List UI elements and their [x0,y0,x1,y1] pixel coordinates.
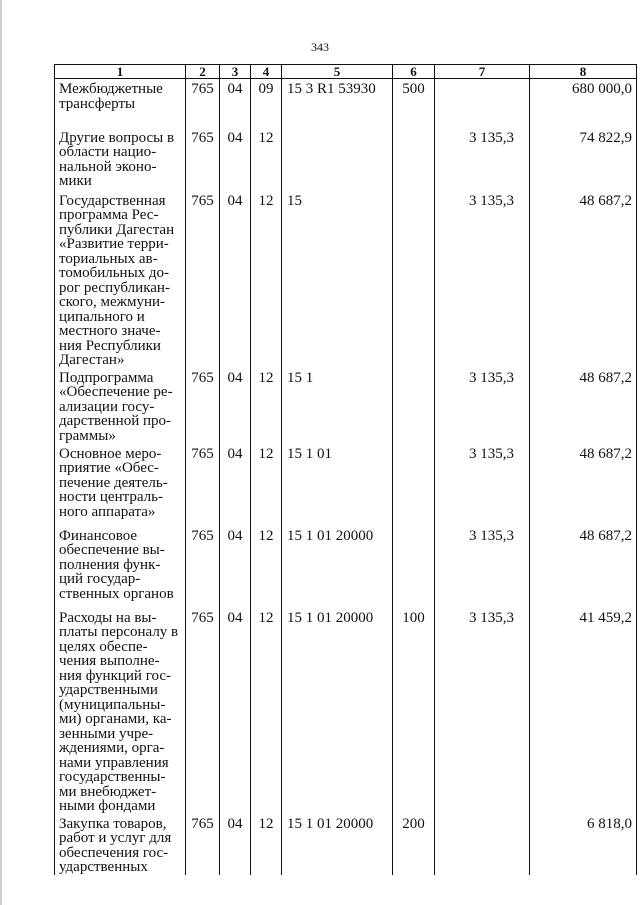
row-name: Межбюджетные трансферты [55,79,186,128]
cell-c3: 04 [220,814,251,875]
budget-table [54,64,637,875]
cell-c6: 200 [393,814,435,875]
row-name: Другие вопросы в области нацио-нальной эконо-мики [55,128,186,191]
cell-c2: 765 [186,526,220,608]
col-header: 5 [282,65,393,79]
col-header: 8 [530,65,637,79]
table-row [55,814,637,875]
cell-c8: 48 687,2 [530,526,637,608]
col-header: 4 [251,65,282,79]
cell-c4: 12 [251,444,282,526]
cell-c7: 3 135,3 [435,526,530,608]
header-row [55,65,637,79]
table-row [55,608,637,814]
cell-c7: 3 135,3 [435,191,530,368]
cell-c4: 12 [251,368,282,444]
cell-c5: 15 3 R1 53930 [282,79,393,128]
table-row [55,191,637,368]
cell-c7 [435,79,530,128]
cell-c6 [393,191,435,368]
cell-c6: 500 [393,79,435,128]
row-name: Подпрограмма «Обеспечение ре-ализации госу-дарственной про-граммы» [55,368,186,444]
cell-c2: 765 [186,814,220,875]
cell-c7: 3 135,3 [435,368,530,444]
row-name: Финансовое обеспечение вы-полнения функ-ций государ-ственных органов [55,526,186,608]
cell-c2: 765 [186,79,220,128]
table-row [55,128,637,191]
cell-c3: 04 [220,128,251,191]
cell-c8: 6 818,0 [530,814,637,875]
cell-c2: 765 [186,444,220,526]
cell-c5: 15 [282,191,393,368]
cell-c2: 765 [186,128,220,191]
cell-c4: 12 [251,128,282,191]
cell-c8: 48 687,2 [530,368,637,444]
cell-c5: 15 1 [282,368,393,444]
cell-c7: 3 135,3 [435,128,530,191]
col-header: 1 [55,65,186,79]
cell-c5: 15 1 01 20000 [282,608,393,814]
row-name: Расходы на вы-платы персоналу в целях обеспе-чения выполне-ния функций гос-ударственными (муниципальны-ми) органами, ка-зенными учре-ждениями, орга-нами управления государственны-ми внебюджет-ными фондами [55,608,186,814]
cell-c6 [393,368,435,444]
cell-c5: 15 1 01 [282,444,393,526]
cell-c4: 09 [251,79,282,128]
cell-c5: 15 1 01 20000 [282,526,393,608]
cell-c5 [282,128,393,191]
cell-c6 [393,444,435,526]
col-header: 2 [186,65,220,79]
cell-c6 [393,128,435,191]
cell-c2: 765 [186,191,220,368]
scan-edge [0,0,2,905]
cell-c8: 680 000,0 [530,79,637,128]
cell-c4: 12 [251,608,282,814]
row-name: Основное меро-приятие «Обес-печение деятель-ности централь-ного аппарата» [55,444,186,526]
col-header: 7 [435,65,530,79]
cell-c8: 41 459,2 [530,608,637,814]
cell-c2: 765 [186,608,220,814]
col-header: 3 [220,65,251,79]
cell-c7: 3 135,3 [435,444,530,526]
table-row [55,444,637,526]
cell-c3: 04 [220,526,251,608]
cell-c8: 74 822,9 [530,128,637,191]
table-row [55,526,637,608]
table-row [55,368,637,444]
cell-c7: 3 135,3 [435,608,530,814]
cell-c6: 100 [393,608,435,814]
row-name: Государственная программа Рес-публики Дагестан «Развитие терри-ториальных ав-томобильных до-рог республикан-ского, межмуни-ципального и местного значе-ния Республики Дагестан» [55,191,186,368]
cell-c3: 04 [220,444,251,526]
page-number: 343 [311,40,329,54]
cell-c6 [393,526,435,608]
cell-c4: 12 [251,814,282,875]
col-header: 6 [393,65,435,79]
cell-c3: 04 [220,191,251,368]
cell-c5: 15 1 01 20000 [282,814,393,875]
cell-c4: 12 [251,191,282,368]
cell-c3: 04 [220,79,251,128]
row-name: Закупка товаров, работ и услуг для обеспечения гос-ударственных [55,814,186,875]
cell-c8: 48 687,2 [530,191,637,368]
cell-c2: 765 [186,368,220,444]
table-row [55,79,637,128]
cell-c8: 48 687,2 [530,444,637,526]
cell-c7 [435,814,530,875]
cell-c3: 04 [220,368,251,444]
cell-c3: 04 [220,608,251,814]
cell-c4: 12 [251,526,282,608]
